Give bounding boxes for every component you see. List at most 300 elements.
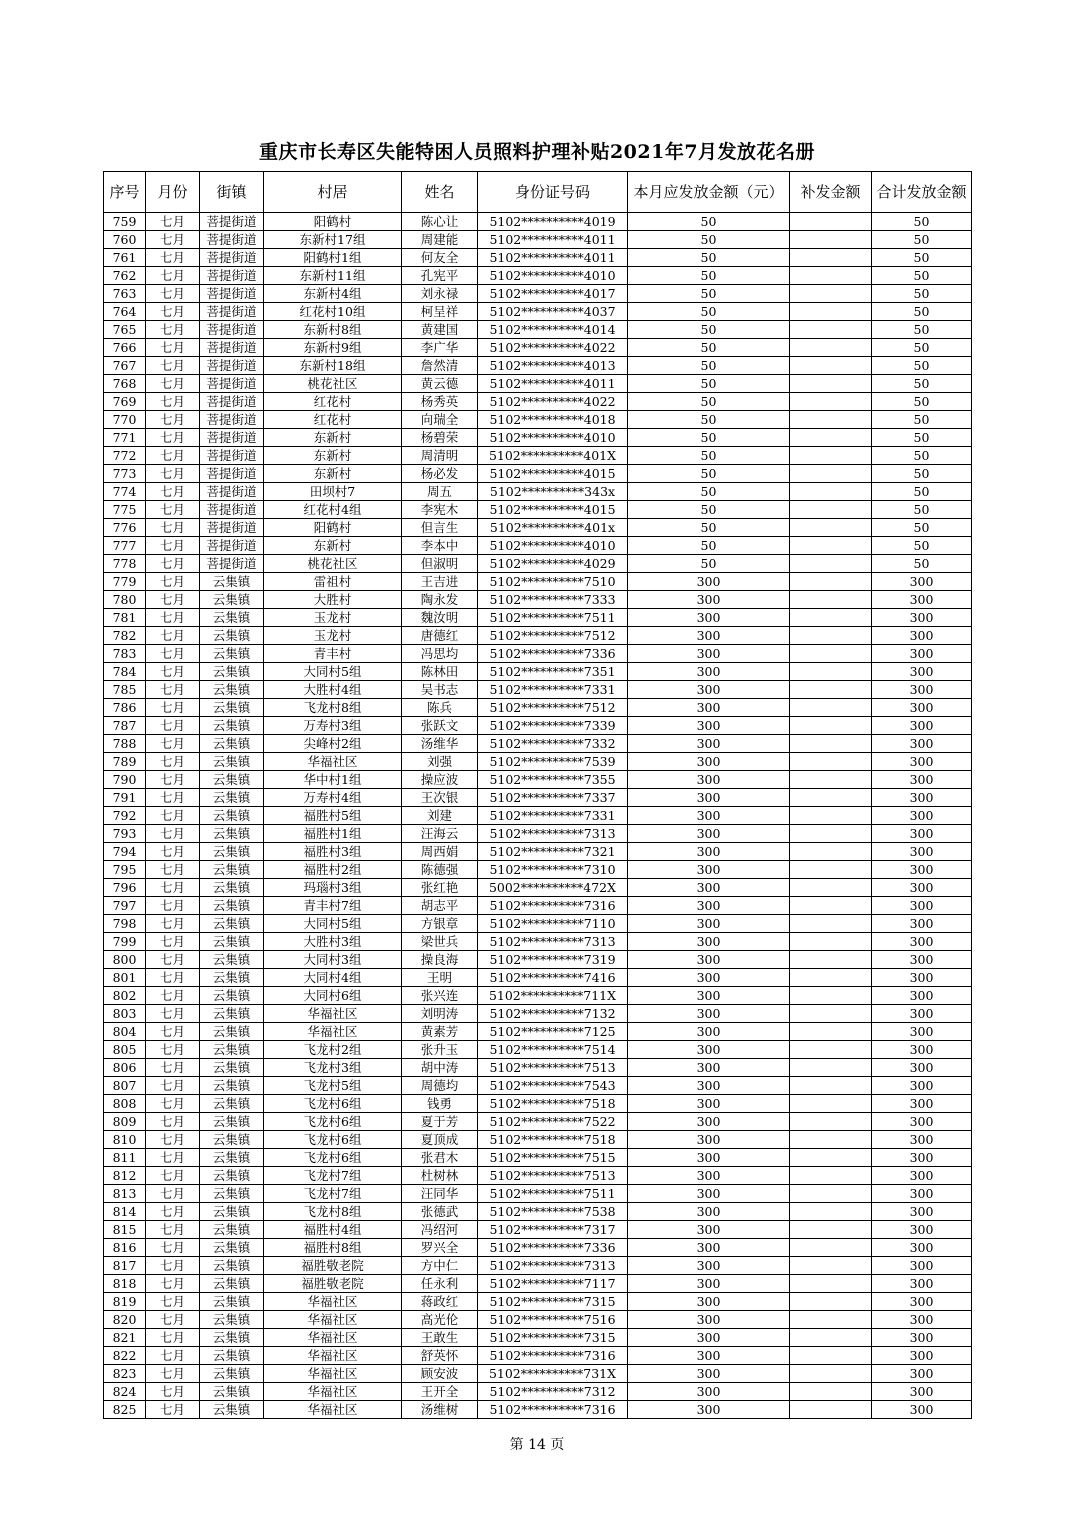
cell-name: 陈心让 <box>402 213 478 231</box>
cell-street: 云集镇 <box>200 1401 264 1419</box>
cell-village: 阳鹤村 <box>264 213 402 231</box>
cell-amount: 300 <box>628 645 790 663</box>
cell-name: 冯绍河 <box>402 1221 478 1239</box>
cell-month: 七月 <box>146 249 200 267</box>
cell-index: 825 <box>104 1401 146 1419</box>
cell-supplement <box>790 951 872 969</box>
cell-street: 云集镇 <box>200 1203 264 1221</box>
cell-supplement <box>790 771 872 789</box>
cell-month: 七月 <box>146 879 200 897</box>
page-title: 重庆市长寿区失能特困人员照料护理补贴2021年7月发放花名册 <box>258 141 816 163</box>
cell-village: 福胜村8组 <box>264 1239 402 1257</box>
cell-street: 菩提街道 <box>200 447 264 465</box>
cell-street: 云集镇 <box>200 753 264 771</box>
cell-supplement <box>790 609 872 627</box>
cell-total: 50 <box>872 357 972 375</box>
cell-street: 云集镇 <box>200 1257 264 1275</box>
header-col-total: 合计发放金额 <box>872 172 972 213</box>
cell-total: 300 <box>872 771 972 789</box>
cell-amount: 50 <box>628 357 790 375</box>
cell-month: 七月 <box>146 393 200 411</box>
cell-supplement <box>790 681 872 699</box>
cell-total: 300 <box>872 825 972 843</box>
table-row <box>104 1257 972 1275</box>
cell-village: 桃花社区 <box>264 375 402 393</box>
cell-name: 柯呈祥 <box>402 303 478 321</box>
cell-supplement <box>790 1383 872 1401</box>
table-row <box>104 609 972 627</box>
cell-month: 七月 <box>146 1347 200 1365</box>
cell-amount: 300 <box>628 1293 790 1311</box>
cell-id-number: 5102**********7538 <box>478 1203 628 1221</box>
cell-name: 汪同华 <box>402 1185 478 1203</box>
cell-street: 菩提街道 <box>200 375 264 393</box>
cell-index: 786 <box>104 699 146 717</box>
cell-street: 菩提街道 <box>200 321 264 339</box>
cell-month: 七月 <box>146 1365 200 1383</box>
cell-name: 李宪木 <box>402 501 478 519</box>
cell-name: 胡中涛 <box>402 1059 478 1077</box>
cell-supplement <box>790 1401 872 1419</box>
cell-street: 云集镇 <box>200 771 264 789</box>
cell-name: 罗兴全 <box>402 1239 478 1257</box>
cell-total: 300 <box>872 789 972 807</box>
cell-index: 776 <box>104 519 146 537</box>
cell-supplement <box>790 1077 872 1095</box>
table-row <box>104 573 972 591</box>
table-row <box>104 969 972 987</box>
cell-month: 七月 <box>146 915 200 933</box>
cell-amount: 300 <box>628 915 790 933</box>
cell-id-number: 5102**********7315 <box>478 1293 628 1311</box>
cell-street: 云集镇 <box>200 1167 264 1185</box>
cell-month: 七月 <box>146 321 200 339</box>
cell-supplement <box>790 591 872 609</box>
cell-amount: 300 <box>628 1059 790 1077</box>
cell-index: 802 <box>104 987 146 1005</box>
cell-amount: 50 <box>628 321 790 339</box>
cell-amount: 50 <box>628 213 790 231</box>
cell-name: 杨必发 <box>402 465 478 483</box>
cell-street: 云集镇 <box>200 663 264 681</box>
cell-village: 华福社区 <box>264 1365 402 1383</box>
cell-amount: 50 <box>628 501 790 519</box>
cell-index: 779 <box>104 573 146 591</box>
cell-id-number: 5102**********7518 <box>478 1095 628 1113</box>
cell-month: 七月 <box>146 969 200 987</box>
cell-total: 50 <box>872 375 972 393</box>
cell-supplement <box>790 807 872 825</box>
cell-index: 767 <box>104 357 146 375</box>
cell-name: 张德武 <box>402 1203 478 1221</box>
cell-month: 七月 <box>146 645 200 663</box>
cell-supplement <box>790 1023 872 1041</box>
cell-month: 七月 <box>146 1167 200 1185</box>
cell-id-number: 5102**********7316 <box>478 897 628 915</box>
cell-amount: 300 <box>628 897 790 915</box>
cell-village: 东新村 <box>264 429 402 447</box>
cell-name: 舒英怀 <box>402 1347 478 1365</box>
cell-village: 飞龙村8组 <box>264 1203 402 1221</box>
cell-index: 784 <box>104 663 146 681</box>
cell-amount: 300 <box>628 1203 790 1221</box>
cell-month: 七月 <box>146 843 200 861</box>
cell-month: 七月 <box>146 411 200 429</box>
cell-total: 300 <box>872 645 972 663</box>
cell-amount: 300 <box>628 573 790 591</box>
cell-name: 汪海云 <box>402 825 478 843</box>
cell-supplement <box>790 1275 872 1293</box>
cell-month: 七月 <box>146 1185 200 1203</box>
cell-total: 50 <box>872 303 972 321</box>
header-col-village: 村居 <box>264 172 402 213</box>
cell-amount: 300 <box>628 609 790 627</box>
cell-id-number: 5102**********7117 <box>478 1275 628 1293</box>
cell-id-number: 5102**********4011 <box>478 375 628 393</box>
cell-village: 华福社区 <box>264 1383 402 1401</box>
table-row <box>104 987 972 1005</box>
cell-street: 菩提街道 <box>200 429 264 447</box>
cell-supplement <box>790 717 872 735</box>
cell-index: 794 <box>104 843 146 861</box>
cell-id-number: 5102**********7539 <box>478 753 628 771</box>
cell-village: 玉龙村 <box>264 609 402 627</box>
table-row <box>104 861 972 879</box>
cell-supplement <box>790 987 872 1005</box>
header-col-name: 姓名 <box>402 172 478 213</box>
cell-name: 何友全 <box>402 249 478 267</box>
cell-index: 820 <box>104 1311 146 1329</box>
cell-street: 云集镇 <box>200 1383 264 1401</box>
cell-id-number: 5102**********7312 <box>478 1383 628 1401</box>
cell-index: 804 <box>104 1023 146 1041</box>
cell-total: 300 <box>872 753 972 771</box>
cell-month: 七月 <box>146 807 200 825</box>
cell-name: 李广华 <box>402 339 478 357</box>
cell-name: 操应波 <box>402 771 478 789</box>
table-row <box>104 915 972 933</box>
cell-index: 787 <box>104 717 146 735</box>
cell-total: 50 <box>872 285 972 303</box>
cell-id-number: 5102**********7316 <box>478 1347 628 1365</box>
header-row <box>104 172 972 213</box>
table-row <box>104 1311 972 1329</box>
table-row <box>104 1203 972 1221</box>
cell-id-number: 5102**********7337 <box>478 789 628 807</box>
cell-id-number: 5102**********7331 <box>478 807 628 825</box>
cell-month: 七月 <box>146 987 200 1005</box>
cell-id-number: 5102**********4017 <box>478 285 628 303</box>
cell-village: 桃花社区 <box>264 555 402 573</box>
cell-index: 799 <box>104 933 146 951</box>
table-row <box>104 1275 972 1293</box>
cell-total: 300 <box>872 1149 972 1167</box>
cell-total: 300 <box>872 933 972 951</box>
cell-total: 300 <box>872 609 972 627</box>
cell-month: 七月 <box>146 933 200 951</box>
table-row <box>104 447 972 465</box>
cell-street: 云集镇 <box>200 789 264 807</box>
cell-name: 张君木 <box>402 1149 478 1167</box>
page-number: 第 14 页 <box>509 1437 565 1453</box>
cell-month: 七月 <box>146 429 200 447</box>
cell-supplement <box>790 285 872 303</box>
cell-street: 云集镇 <box>200 987 264 1005</box>
cell-total: 300 <box>872 1077 972 1095</box>
cell-supplement <box>790 501 872 519</box>
cell-supplement <box>790 1221 872 1239</box>
cell-index: 815 <box>104 1221 146 1239</box>
cell-total: 300 <box>872 1401 972 1419</box>
cell-supplement <box>790 519 872 537</box>
cell-supplement <box>790 465 872 483</box>
cell-village: 飞龙村8组 <box>264 699 402 717</box>
table-row <box>104 951 972 969</box>
cell-village: 青丰村7组 <box>264 897 402 915</box>
cell-village: 福胜村2组 <box>264 861 402 879</box>
cell-amount: 300 <box>628 1257 790 1275</box>
cell-index: 810 <box>104 1131 146 1149</box>
cell-supplement <box>790 429 872 447</box>
cell-village: 雷祖村 <box>264 573 402 591</box>
cell-street: 云集镇 <box>200 1041 264 1059</box>
cell-total: 300 <box>872 1347 972 1365</box>
cell-month: 七月 <box>146 483 200 501</box>
cell-id-number: 5102**********7110 <box>478 915 628 933</box>
cell-village: 华福社区 <box>264 1293 402 1311</box>
cell-village: 大胜村3组 <box>264 933 402 951</box>
cell-id-number: 5102**********7518 <box>478 1131 628 1149</box>
cell-village: 万寿村3组 <box>264 717 402 735</box>
cell-id-number: 5102**********4014 <box>478 321 628 339</box>
cell-total: 300 <box>872 1257 972 1275</box>
cell-index: 792 <box>104 807 146 825</box>
cell-month: 七月 <box>146 735 200 753</box>
cell-supplement <box>790 969 872 987</box>
cell-month: 七月 <box>146 1113 200 1131</box>
cell-id-number: 5102**********7313 <box>478 825 628 843</box>
cell-street: 菩提街道 <box>200 519 264 537</box>
cell-id-number: 5102**********4010 <box>478 429 628 447</box>
cell-total: 300 <box>872 987 972 1005</box>
cell-total: 300 <box>872 1131 972 1149</box>
cell-supplement <box>790 393 872 411</box>
cell-amount: 300 <box>628 843 790 861</box>
cell-month: 七月 <box>146 1383 200 1401</box>
cell-total: 300 <box>872 681 972 699</box>
table-row <box>104 1167 972 1185</box>
cell-street: 菩提街道 <box>200 249 264 267</box>
cell-amount: 50 <box>628 393 790 411</box>
cell-index: 805 <box>104 1041 146 1059</box>
cell-name: 梁世兵 <box>402 933 478 951</box>
cell-month: 七月 <box>146 519 200 537</box>
cell-amount: 300 <box>628 1329 790 1347</box>
cell-village: 红花村 <box>264 411 402 429</box>
table-row <box>104 1401 972 1419</box>
cell-amount: 50 <box>628 465 790 483</box>
cell-index: 813 <box>104 1185 146 1203</box>
cell-index: 774 <box>104 483 146 501</box>
cell-month: 七月 <box>146 825 200 843</box>
cell-amount: 300 <box>628 1275 790 1293</box>
cell-street: 云集镇 <box>200 573 264 591</box>
cell-total: 300 <box>872 735 972 753</box>
cell-supplement <box>790 753 872 771</box>
cell-village: 飞龙村7组 <box>264 1185 402 1203</box>
cell-month: 七月 <box>146 1293 200 1311</box>
table-row <box>104 537 972 555</box>
cell-name: 刘强 <box>402 753 478 771</box>
cell-street: 菩提街道 <box>200 483 264 501</box>
table-row <box>104 897 972 915</box>
cell-month: 七月 <box>146 501 200 519</box>
cell-id-number: 5102**********7339 <box>478 717 628 735</box>
cell-village: 华福社区 <box>264 1401 402 1419</box>
cell-total: 50 <box>872 339 972 357</box>
cell-index: 806 <box>104 1059 146 1077</box>
cell-id-number: 5102**********4029 <box>478 555 628 573</box>
cell-street: 云集镇 <box>200 1005 264 1023</box>
table-row <box>104 1347 972 1365</box>
table-row <box>104 1095 972 1113</box>
table-row <box>104 879 972 897</box>
cell-id-number: 5102**********7516 <box>478 1311 628 1329</box>
cell-amount: 50 <box>628 249 790 267</box>
table-row <box>104 825 972 843</box>
cell-street: 云集镇 <box>200 1077 264 1095</box>
table-row <box>104 267 972 285</box>
cell-village: 福胜村1组 <box>264 825 402 843</box>
cell-name: 方中仁 <box>402 1257 478 1275</box>
cell-month: 七月 <box>146 789 200 807</box>
cell-name: 李本中 <box>402 537 478 555</box>
cell-id-number: 5102**********4022 <box>478 393 628 411</box>
cell-name: 方银章 <box>402 915 478 933</box>
cell-id-number: 5102**********711X <box>478 987 628 1005</box>
cell-month: 七月 <box>146 1311 200 1329</box>
cell-amount: 50 <box>628 447 790 465</box>
cell-month: 七月 <box>146 1221 200 1239</box>
cell-index: 766 <box>104 339 146 357</box>
cell-village: 红花村 <box>264 393 402 411</box>
cell-supplement <box>790 1167 872 1185</box>
cell-supplement <box>790 573 872 591</box>
cell-index: 760 <box>104 231 146 249</box>
table-row <box>104 1185 972 1203</box>
cell-amount: 300 <box>628 627 790 645</box>
cell-index: 822 <box>104 1347 146 1365</box>
cell-village: 大同村4组 <box>264 969 402 987</box>
cell-id-number: 5102**********7125 <box>478 1023 628 1041</box>
cell-total: 300 <box>872 1311 972 1329</box>
cell-id-number: 5102**********7512 <box>478 699 628 717</box>
cell-village: 飞龙村7组 <box>264 1167 402 1185</box>
cell-village: 华福社区 <box>264 1023 402 1041</box>
cell-total: 300 <box>872 1203 972 1221</box>
header-col-index: 序号 <box>104 172 146 213</box>
cell-street: 云集镇 <box>200 1059 264 1077</box>
cell-month: 七月 <box>146 771 200 789</box>
cell-supplement <box>790 555 872 573</box>
cell-index: 796 <box>104 879 146 897</box>
cell-name: 刘永禄 <box>402 285 478 303</box>
cell-total: 50 <box>872 249 972 267</box>
cell-month: 七月 <box>146 1401 200 1419</box>
cell-index: 768 <box>104 375 146 393</box>
cell-total: 50 <box>872 267 972 285</box>
cell-amount: 300 <box>628 1401 790 1419</box>
cell-id-number: 5102**********7313 <box>478 933 628 951</box>
cell-index: 785 <box>104 681 146 699</box>
cell-id-number: 5102**********343x <box>478 483 628 501</box>
cell-supplement <box>790 231 872 249</box>
cell-village: 东新村4组 <box>264 285 402 303</box>
cell-month: 七月 <box>146 1203 200 1221</box>
cell-amount: 50 <box>628 303 790 321</box>
table-row <box>104 1239 972 1257</box>
table-row <box>104 1383 972 1401</box>
table-row <box>104 429 972 447</box>
cell-amount: 300 <box>628 753 790 771</box>
cell-street: 云集镇 <box>200 861 264 879</box>
cell-street: 菩提街道 <box>200 267 264 285</box>
table-row <box>104 375 972 393</box>
table-row <box>104 717 972 735</box>
cell-village: 华福社区 <box>264 753 402 771</box>
cell-total: 300 <box>872 627 972 645</box>
cell-supplement <box>790 339 872 357</box>
table-row <box>104 843 972 861</box>
cell-index: 800 <box>104 951 146 969</box>
cell-street: 云集镇 <box>200 879 264 897</box>
cell-village: 东新村 <box>264 537 402 555</box>
table-row <box>104 357 972 375</box>
cell-index: 808 <box>104 1095 146 1113</box>
cell-index: 778 <box>104 555 146 573</box>
cell-name: 操良海 <box>402 951 478 969</box>
cell-index: 770 <box>104 411 146 429</box>
cell-name: 黄素芳 <box>402 1023 478 1041</box>
cell-index: 788 <box>104 735 146 753</box>
cell-id-number: 5102**********7416 <box>478 969 628 987</box>
cell-street: 云集镇 <box>200 1131 264 1149</box>
cell-village: 福胜村5组 <box>264 807 402 825</box>
table-row <box>104 555 972 573</box>
cell-supplement <box>790 1113 872 1131</box>
cell-total: 300 <box>872 1023 972 1041</box>
cell-amount: 300 <box>628 1185 790 1203</box>
cell-id-number: 5102**********7513 <box>478 1167 628 1185</box>
table-body <box>104 213 972 1419</box>
cell-supplement <box>790 267 872 285</box>
cell-village: 大同村5组 <box>264 663 402 681</box>
cell-id-number: 5102**********4018 <box>478 411 628 429</box>
cell-month: 七月 <box>146 573 200 591</box>
cell-name: 张兴连 <box>402 987 478 1005</box>
cell-name: 蒋政红 <box>402 1293 478 1311</box>
cell-month: 七月 <box>146 303 200 321</box>
cell-month: 七月 <box>146 1149 200 1167</box>
cell-name: 周五 <box>402 483 478 501</box>
table-row <box>104 519 972 537</box>
cell-total: 300 <box>872 879 972 897</box>
table-row <box>104 1041 972 1059</box>
table-row <box>104 303 972 321</box>
cell-village: 玉龙村 <box>264 627 402 645</box>
cell-month: 七月 <box>146 1041 200 1059</box>
cell-street: 云集镇 <box>200 591 264 609</box>
